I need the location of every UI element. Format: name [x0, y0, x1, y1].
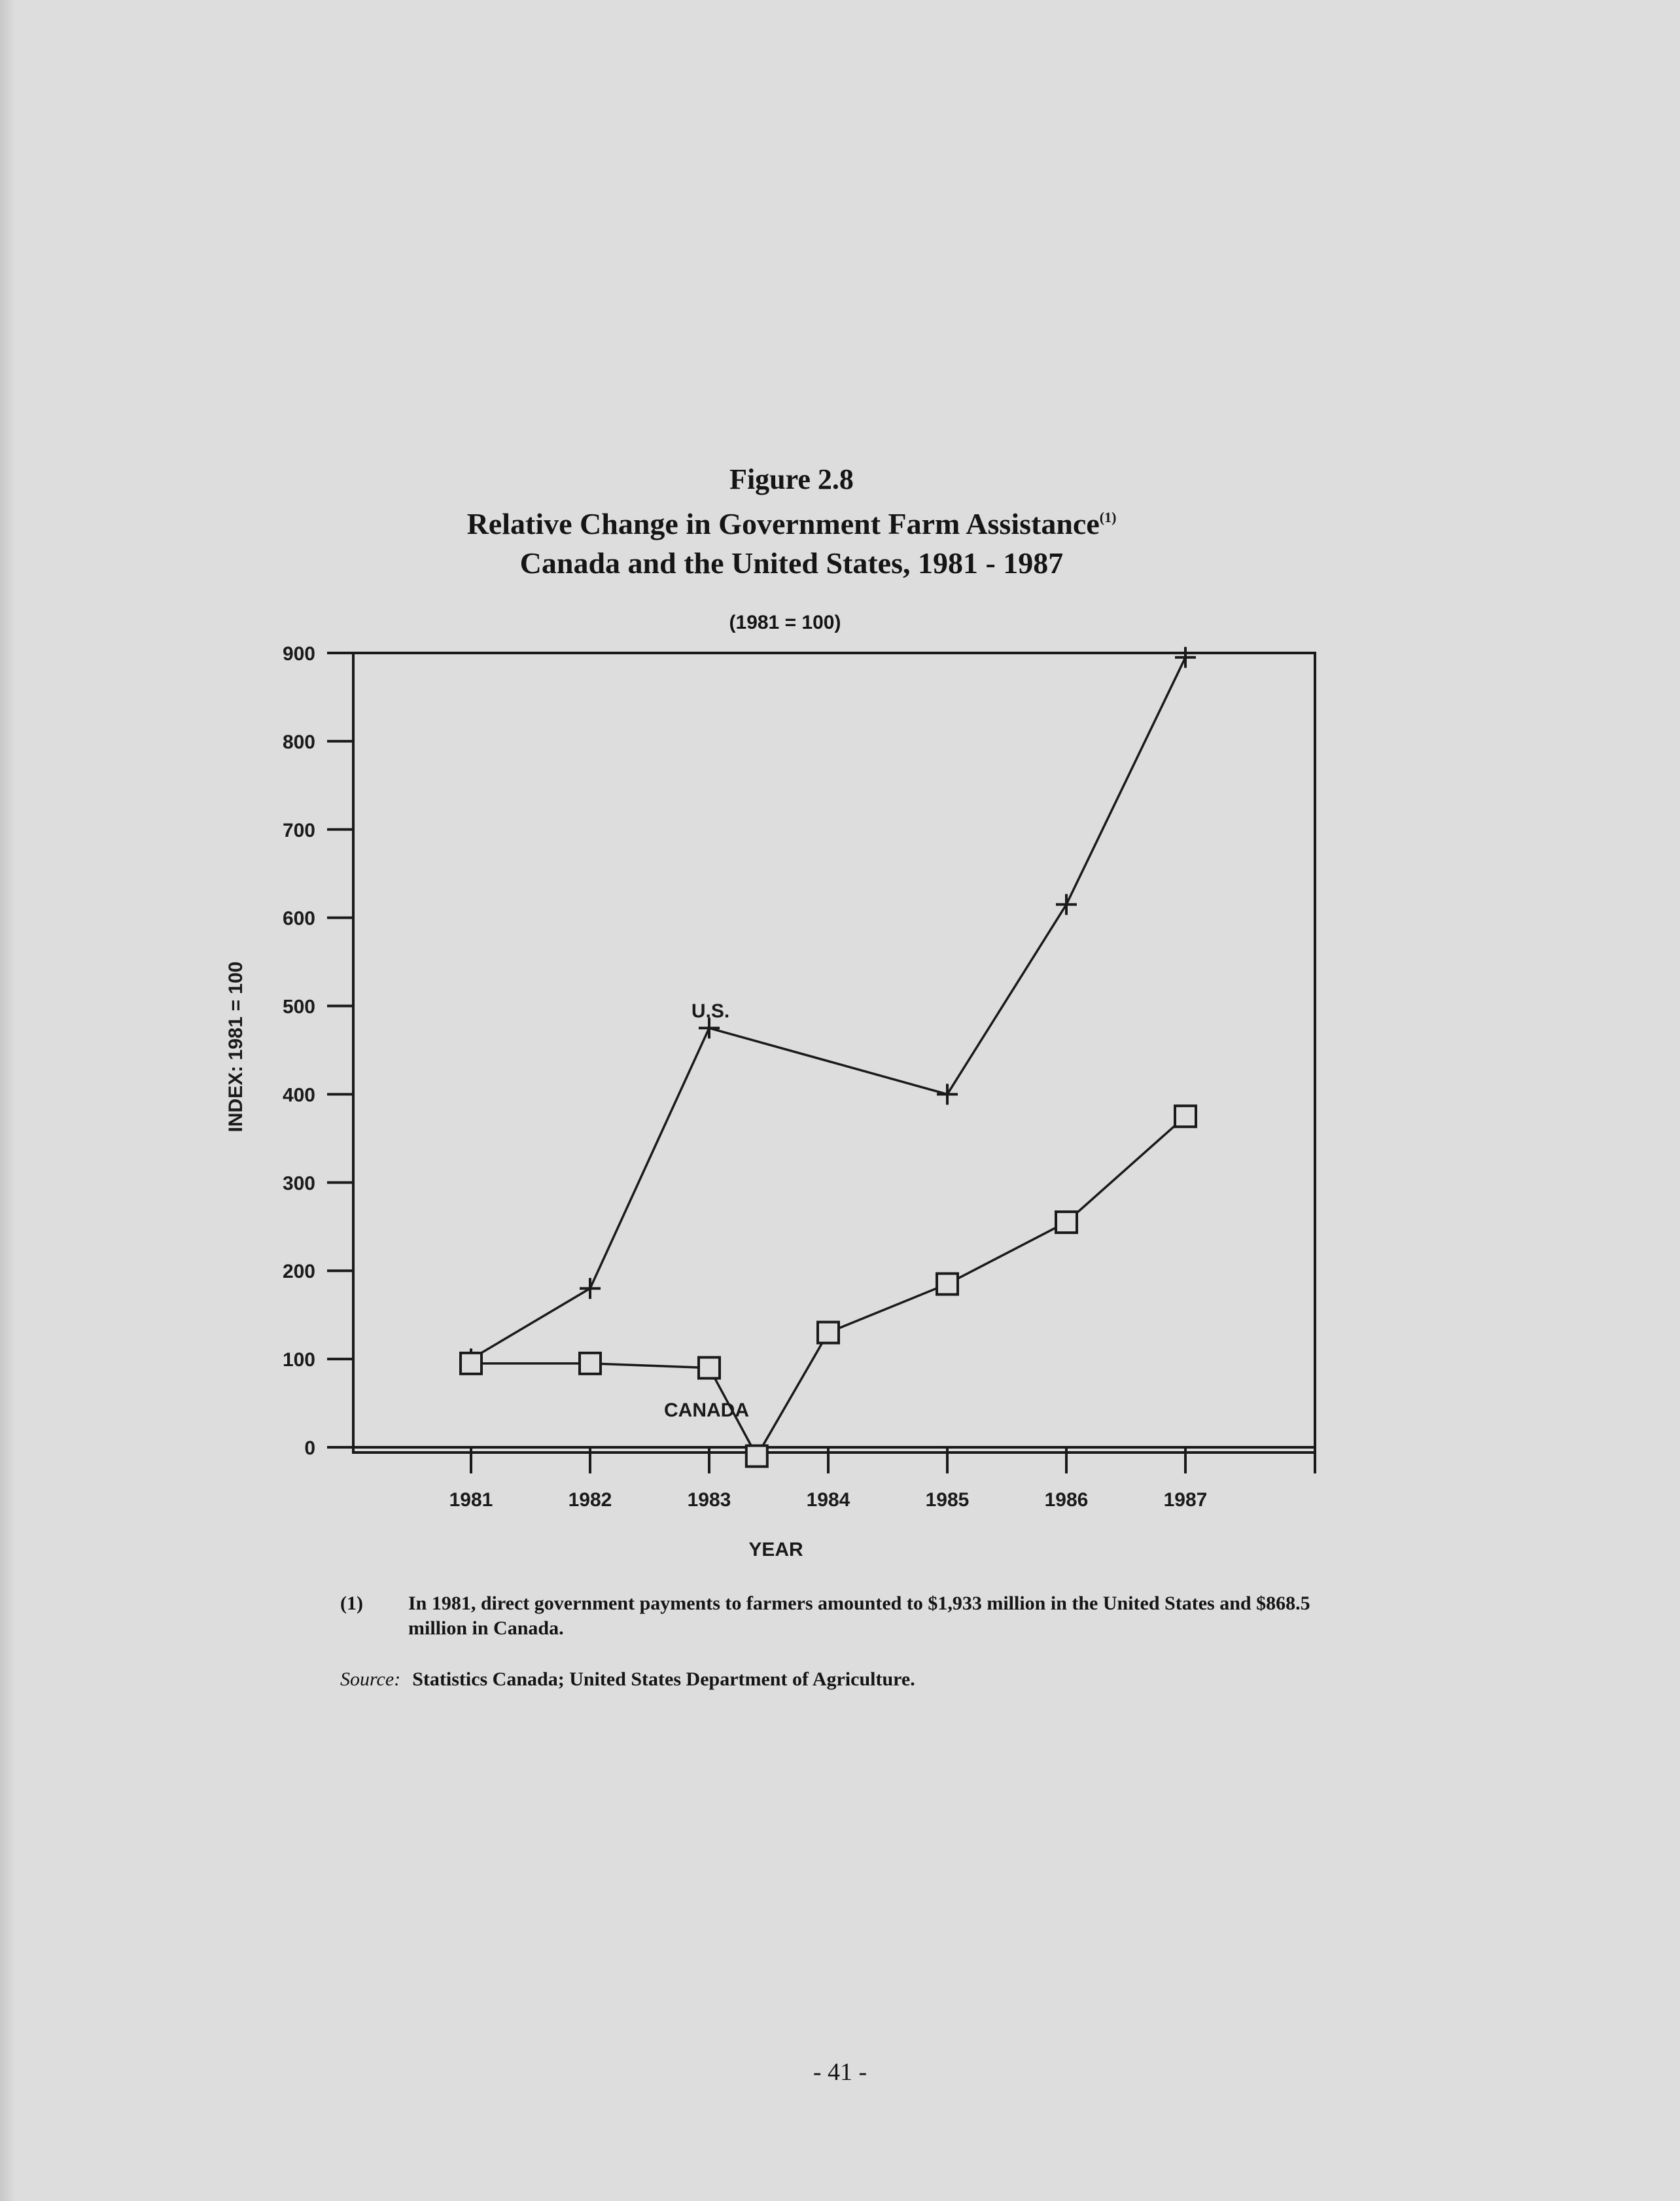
us-data-point: [1056, 894, 1077, 915]
canada-data-point: [580, 1353, 601, 1374]
index-line-chart: [196, 628, 1374, 1583]
x-tick-label: 1984: [806, 1489, 850, 1511]
source-label: Source:: [340, 1668, 401, 1690]
y-tick-label: 0: [304, 1437, 315, 1459]
y-tick-label: 400: [282, 1084, 315, 1106]
y-tick-label: 200: [282, 1261, 315, 1283]
y-tick-label: 800: [282, 731, 315, 753]
figure-label: Figure 2.8: [729, 463, 854, 495]
canada-data-point: [1056, 1212, 1077, 1233]
chart-base-note: (1981 = 100): [729, 612, 841, 633]
canada-data-point: [746, 1445, 767, 1466]
figure-title-text: Relative Change in Government Farm Assistance: [466, 507, 1100, 540]
us-data-point: [1175, 647, 1196, 668]
canada-data-point: [818, 1322, 839, 1343]
figure-source: [340, 1668, 1387, 1691]
y-tick-label: 900: [282, 643, 315, 665]
y-tick-label: 100: [282, 1349, 315, 1371]
x-tick-label: 1987: [1163, 1489, 1208, 1511]
footnote-text: In 1981, direct government payments to farmers amounted to $1,933 million in the United States and $868.5 million in Canada.: [408, 1593, 1310, 1639]
y-axis-label: INDEX: 1981 = 100: [225, 961, 247, 1133]
chart-series: [461, 647, 1196, 1467]
x-tick-label: 1986: [1044, 1489, 1089, 1511]
y-tick-label: 500: [282, 996, 315, 1018]
canada-data-point: [461, 1353, 481, 1374]
x-tick-label: 1981: [449, 1489, 493, 1511]
y-tick-label: 700: [282, 819, 315, 841]
x-axis-label: YEAR: [748, 1539, 803, 1560]
source-text: Statistics Canada; United States Department of Agriculture.: [412, 1668, 915, 1690]
figure-title-block: [366, 461, 1217, 583]
us-data-point: [937, 1083, 958, 1104]
series-label-us: U.S.: [691, 1000, 730, 1022]
canada-data-point: [1175, 1106, 1196, 1127]
series-line-canada: [471, 1116, 1185, 1456]
figure-subtitle: Canada and the United States, 1981 - 1987: [519, 546, 1064, 580]
x-tick-label: 1982: [568, 1489, 612, 1511]
page-edge-shadow: [0, 0, 16, 2201]
series-line-us: [471, 658, 1185, 1359]
canada-data-point: [937, 1273, 958, 1294]
series-label-canada: CANADA: [664, 1400, 749, 1421]
us-data-point: [580, 1278, 601, 1299]
x-tick-label: 1983: [687, 1489, 731, 1511]
chart-axes: [283, 643, 1315, 1511]
page-number: - 41 -: [813, 2058, 867, 2086]
figure-title-footnote-marker: (1): [1099, 509, 1117, 525]
canada-data-point: [699, 1358, 720, 1379]
x-tick-label: 1985: [925, 1489, 970, 1511]
figure-title: [366, 498, 1217, 544]
y-tick-label: 600: [282, 907, 315, 930]
footnote-marker: (1): [340, 1593, 363, 1614]
y-tick-label: 300: [282, 1172, 315, 1195]
